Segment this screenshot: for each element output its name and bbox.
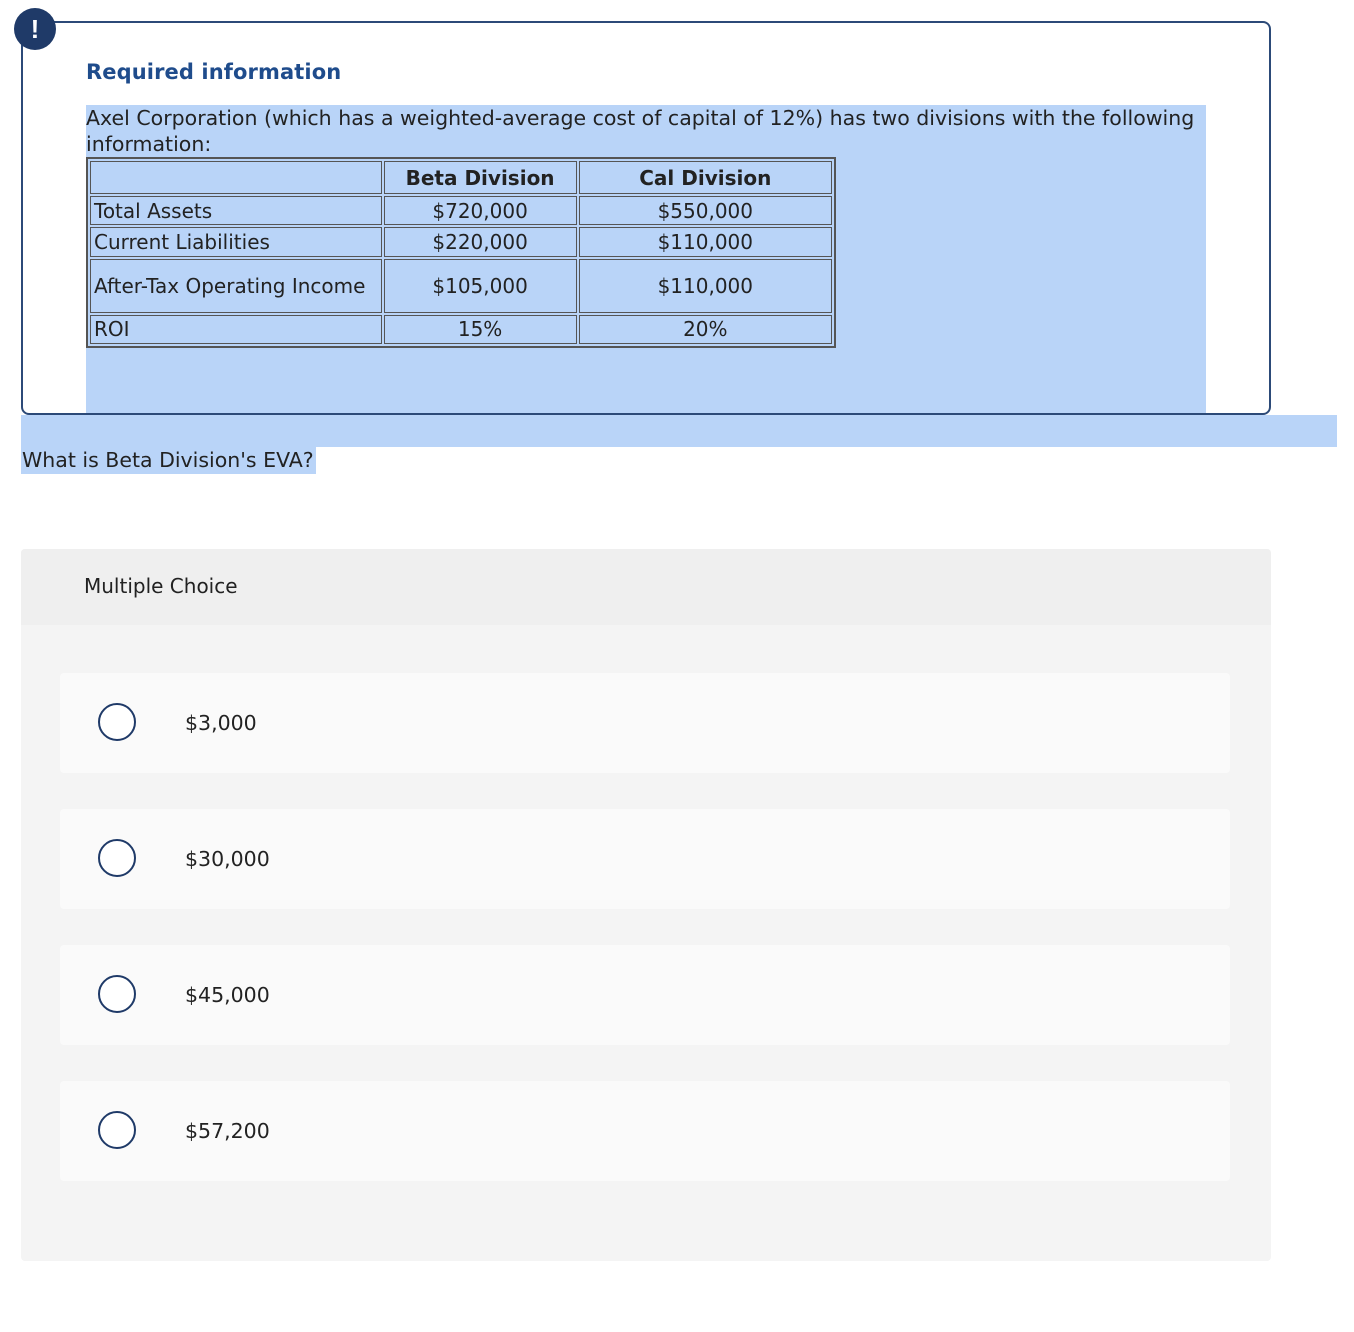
answer-option[interactable] xyxy=(60,945,1230,1045)
answer-option-label[interactable]: $30,000 xyxy=(185,847,270,871)
multiple-choice-title: Multiple Choice xyxy=(84,574,238,598)
cal-value: $110,000 xyxy=(579,259,832,313)
required-information-title: Required information xyxy=(86,60,342,84)
cal-value: 20% xyxy=(579,315,832,344)
table-row xyxy=(90,259,832,313)
answer-option-label[interactable]: $57,200 xyxy=(185,1119,270,1143)
row-label: Current Liabilities xyxy=(90,227,382,256)
table-row xyxy=(90,227,832,256)
answer-option-label[interactable]: $45,000 xyxy=(185,983,270,1007)
radio-button[interactable] xyxy=(98,839,136,877)
cal-value: $550,000 xyxy=(579,196,832,225)
radio-button[interactable] xyxy=(98,975,136,1013)
division-data-table xyxy=(86,157,836,348)
problem-intro-text: Axel Corporation (which has a weighted-average cost of capital of 12%) has two divisions with the following information: xyxy=(86,106,1195,156)
answer-option[interactable] xyxy=(60,673,1230,773)
row-label: ROI xyxy=(90,315,382,344)
multiple-choice-panel xyxy=(21,549,1271,1261)
cal-value: $110,000 xyxy=(579,227,832,256)
table-row xyxy=(90,315,832,344)
alert-icon: ! xyxy=(14,8,56,50)
answer-option-label[interactable]: $3,000 xyxy=(185,711,257,735)
answer-option[interactable] xyxy=(60,1081,1230,1181)
table-header-cell: Beta Division xyxy=(384,161,577,194)
table-header-cell: Cal Division xyxy=(579,161,832,194)
selection-highlight-band xyxy=(21,415,1337,447)
radio-button[interactable] xyxy=(98,703,136,741)
radio-button[interactable] xyxy=(98,1111,136,1149)
beta-value: $220,000 xyxy=(384,227,577,256)
beta-value: 15% xyxy=(384,315,577,344)
row-label: Total Assets xyxy=(90,196,382,225)
row-label: After-Tax Operating Income xyxy=(90,259,382,313)
beta-value: $720,000 xyxy=(384,196,577,225)
beta-value: $105,000 xyxy=(384,259,577,313)
answer-option[interactable] xyxy=(60,809,1230,909)
table-header-cell xyxy=(90,161,382,194)
multiple-choice-header xyxy=(21,549,1271,625)
table-row xyxy=(90,196,832,225)
question-text: What is Beta Division's EVA? xyxy=(22,448,314,472)
table-header-row xyxy=(90,161,832,194)
